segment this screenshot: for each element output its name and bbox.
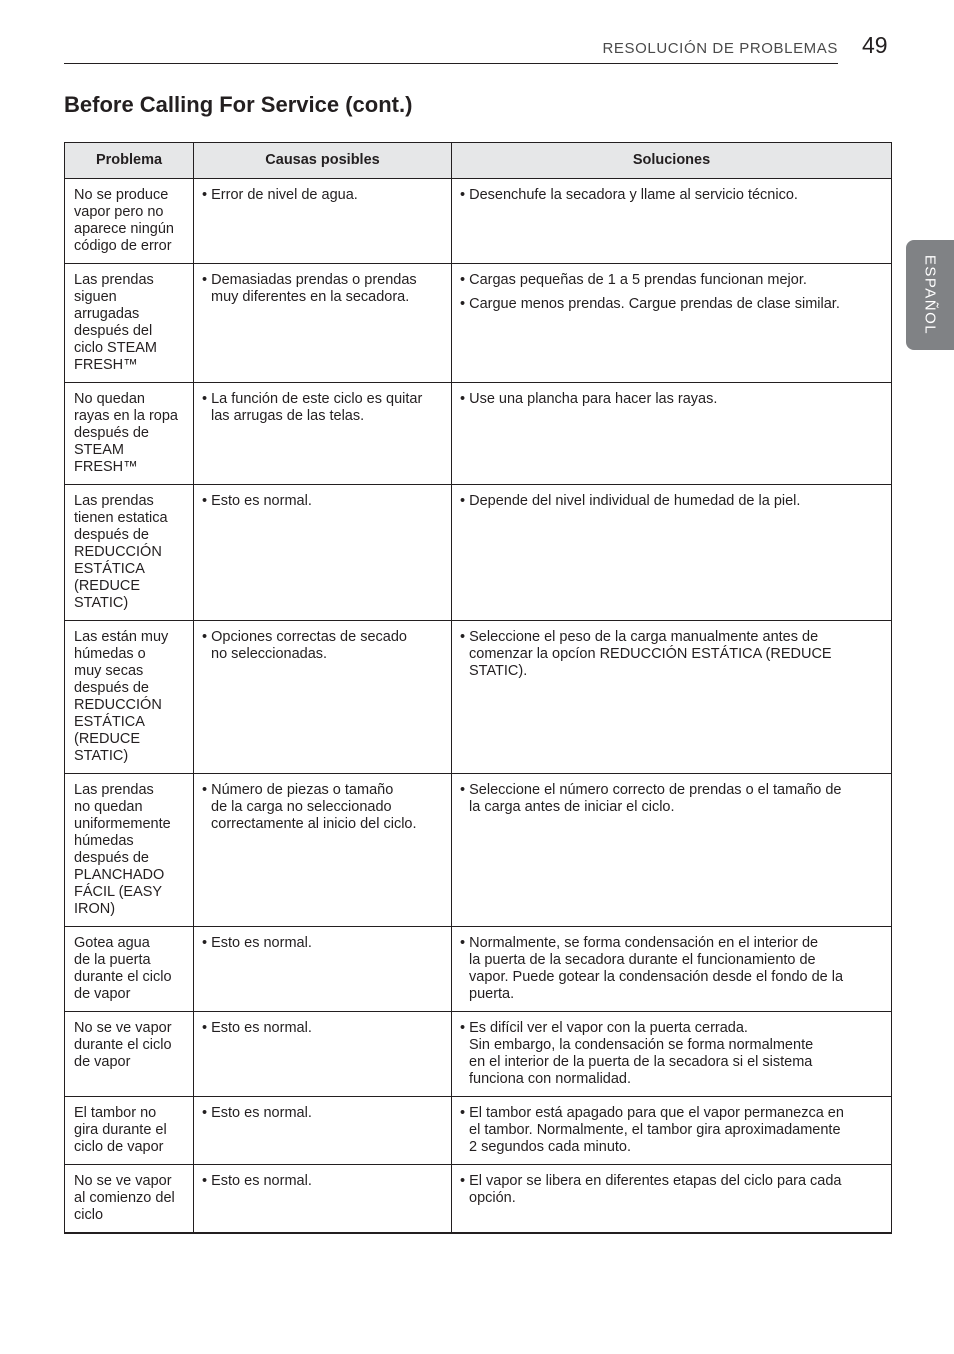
language-tab (906, 240, 954, 350)
header-row (65, 143, 892, 179)
page-title: Before Calling For Service (cont.) (64, 92, 413, 117)
table-row (65, 1012, 892, 1097)
problem-text: No se produce vapor pero no aparece ningún código de error (74, 187, 174, 254)
problem-cell (65, 264, 194, 383)
solution-item: • El tambor está apagado para que el vapor permanezca en el tambor. Normalmente, el tambor gira aproximadamente 2 segundos cada minuto. (460, 1105, 885, 1156)
table-row (65, 179, 892, 264)
problem-cell (65, 179, 194, 264)
solution-item: • Normalmente, se forma condensación en el interior de la puerta de la secadora durante el funcionamiento de vapor. Puede gotear la condensación desde el fondo de la puerta. (460, 935, 885, 1003)
solution-item: • Cargue menos prendas. Cargue prendas de clase similar. (460, 296, 885, 313)
table-row (65, 1097, 892, 1165)
solution-item: • Es difícil ver el vapor con la puerta cerrada. Sin embargo, la condensación se forma normalmente en el interior de la puerta de la secadora si el sistema funciona con normalidad. (460, 1020, 885, 1088)
problem-text: Gotea agua de la puerta durante el ciclo de vapor (74, 935, 172, 1002)
running-header (64, 36, 838, 64)
cause-item: • Esto es normal. (202, 1020, 445, 1037)
problem-cell (65, 1165, 194, 1234)
solutions-cell (452, 1165, 892, 1234)
solutions-cell (452, 927, 892, 1012)
language-tab-label: ESPAÑOL (921, 254, 939, 336)
problem-cell (65, 485, 194, 621)
solutions-cell (452, 621, 892, 774)
table-row (65, 485, 892, 621)
cause-item: • Número de piezas o tamaño de la carga no seleccionado correctamente al inicio del ciclo. (202, 782, 445, 833)
solutions-cell (452, 179, 892, 264)
causes-cell (194, 621, 452, 774)
table-row (65, 774, 892, 927)
causes-cell (194, 264, 452, 383)
problem-text: No se ve vapor al comienzo del ciclo (74, 1173, 175, 1223)
solutions-cell (452, 774, 892, 927)
solution-item: • Seleccione el peso de la carga manualmente antes de comenzar la opcíon REDUCCIÓN ESTÁTICA (REDUCE STATIC). (460, 629, 885, 680)
troubleshooting-table (64, 142, 892, 1234)
cause-item: • Opciones correctas de secado no seleccionadas. (202, 629, 445, 663)
table-row (65, 264, 892, 383)
problem-text: Las prendas no quedan uniformemente húmedas después de PLANCHADO FÁCIL (EASY IRON) (74, 782, 171, 917)
cause-item: • La función de este ciclo es quitar las arrugas de las telas. (202, 391, 445, 425)
causes-cell (194, 1012, 452, 1097)
section-label: RESOLUCIÓN DE PROBLEMAS (602, 40, 838, 57)
causes-cell (194, 383, 452, 485)
solutions-cell (452, 1012, 892, 1097)
causes-cell (194, 1097, 452, 1165)
problem-cell (65, 383, 194, 485)
solutions-cell (452, 264, 892, 383)
problem-text: Las están muy húmedas o muy secas después de REDUCCIÓN ESTÁTICA (REDUCE STATIC) (74, 629, 169, 764)
column-header-solutions: Soluciones (452, 143, 892, 179)
problem-cell (65, 774, 194, 927)
table-header (65, 143, 892, 179)
problem-cell (65, 621, 194, 774)
problem-cell (65, 927, 194, 1012)
problem-cell (65, 1012, 194, 1097)
cause-item: • Esto es normal. (202, 935, 445, 952)
problem-cell (65, 1097, 194, 1165)
problem-text: Las prendas tienen estatica después de REDUCCIÓN ESTÁTICA (REDUCE STATIC) (74, 493, 168, 611)
cause-item: • Esto es normal. (202, 493, 445, 510)
causes-cell (194, 774, 452, 927)
solution-item: • Depende del nivel individual de humedad de la piel. (460, 493, 885, 510)
solution-item: • El vapor se libera en diferentes etapas del ciclo para cada opción. (460, 1173, 885, 1207)
table-row (65, 383, 892, 485)
problem-text: Las prendas siguen arrugadas después del ciclo STEAM FRESH™ (74, 272, 157, 373)
table-row (65, 621, 892, 774)
solutions-cell (452, 1097, 892, 1165)
problem-text: No quedan rayas en la ropa después de STEAM FRESH™ (74, 391, 178, 475)
problem-text: No se ve vapor durante el ciclo de vapor (74, 1020, 172, 1070)
solutions-cell (452, 383, 892, 485)
table-row (65, 927, 892, 1012)
causes-cell (194, 1165, 452, 1234)
solution-item: • Seleccione el número correcto de prendas o el tamaño de la carga antes de iniciar el ciclo. (460, 782, 885, 816)
solutions-cell (452, 485, 892, 621)
causes-cell (194, 179, 452, 264)
cause-item: • Demasiadas prendas o prendas muy diferentes en la secadora. (202, 272, 445, 306)
column-header-causes: Causas posibles (194, 143, 452, 179)
causes-cell (194, 927, 452, 1012)
problem-text: El tambor no gira durante el ciclo de vapor (74, 1105, 167, 1155)
solution-item: • Cargas pequeñas de 1 a 5 prendas funcionan mejor. (460, 272, 885, 289)
solution-item: • Desenchufe la secadora y llame al servicio técnico. (460, 187, 885, 204)
table-row (65, 1165, 892, 1234)
table-body (65, 179, 892, 1234)
cause-item: • Error de nivel de agua. (202, 187, 445, 204)
column-header-problem: Problema (65, 143, 194, 179)
cause-item: • Esto es normal. (202, 1173, 445, 1190)
cause-item: • Esto es normal. (202, 1105, 445, 1122)
causes-cell (194, 485, 452, 621)
page-number: 49 (862, 32, 888, 58)
solution-item: • Use una plancha para hacer las rayas. (460, 391, 885, 408)
